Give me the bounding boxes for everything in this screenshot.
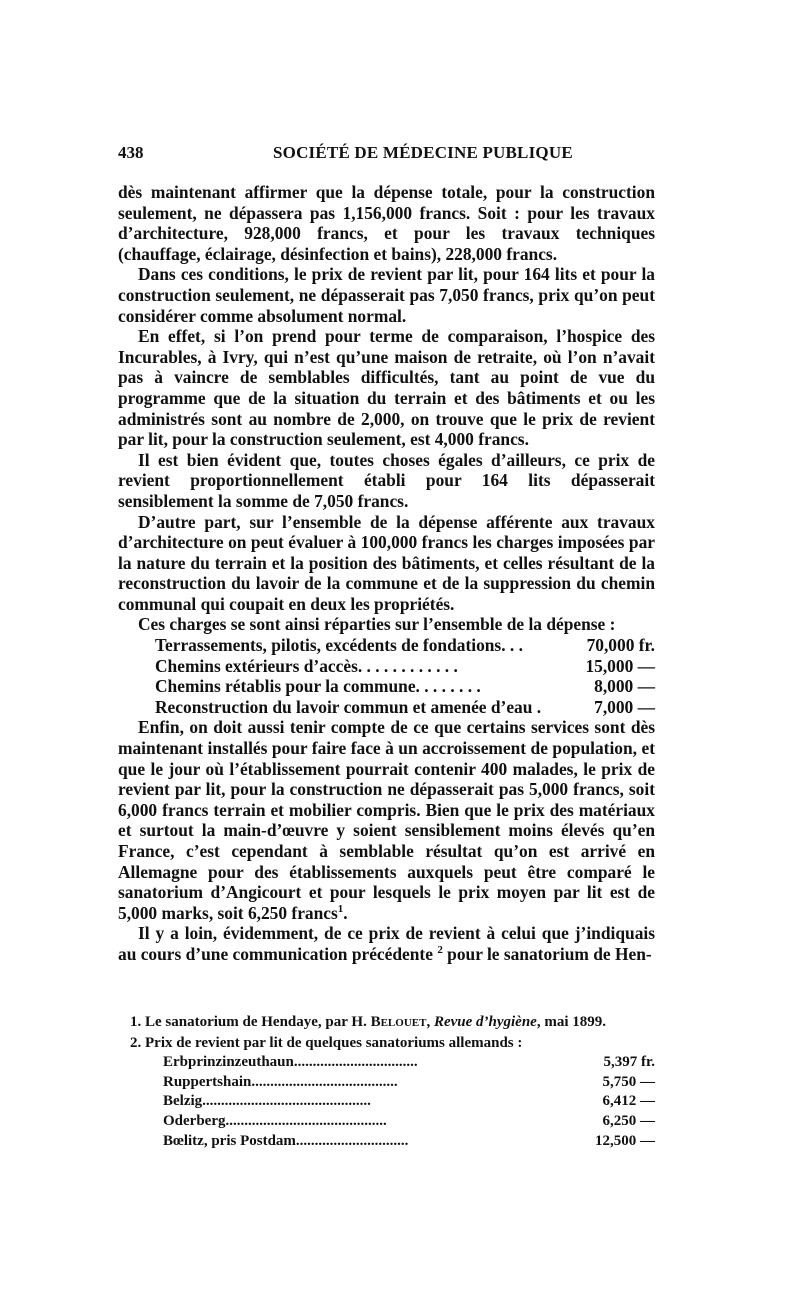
sanatorium-row [130,1132,655,1152]
charge-amount: 15,000 — [585,655,655,676]
body-text [118,182,655,965]
paragraph-8-text-a: Il y a loin, évidemment, de ce prix de revient à celui que j’indiquais au cours d’une communication précédente [118,923,655,964]
footnote-2-text: Prix de revient par lit de quelques sanatoriums allemands : [145,1034,523,1051]
sanatorium-name: Ruppertshain....................................... [163,1073,398,1090]
footnote-2 [130,1034,655,1054]
footnote-1-marker: 1. [130,1014,142,1030]
charge-row [118,656,655,677]
paragraph-8 [118,923,655,964]
charges-list [118,635,655,717]
sanatorium-row [130,1112,655,1132]
paragraph-7-text: Enfin, on doit aussi tenir compte de ce que certains services sont dès maintenant installés pour faire face à un accroissement de population, et que le jour où l’établissement pourrait contenir 400 malades, le prix de revient par lit, pour la construction ne dépasserait pas 5,000 francs, soit 6,000 francs terrain et mobilier compris. Bien que le prix des matériaux et surtout la main-d’œuvre y soient sensiblement moins élevés qu’en France, c’est cependant à semblable résultat qu’on est arrivé en Allemagne pour des établissements auxquels peut être comparé le sanatorium d’Angicourt et pour lesquels le prix moyen par lit est de 5,000 marks, soit 6,250 francs [118,717,655,923]
charge-label: Chemins rétablis pour la commune. . . . . . . . [155,676,481,697]
charge-row [118,676,655,697]
sanatorium-price: 5,750 — [602,1073,655,1090]
sanatorium-price-list [130,1053,655,1151]
charge-label: Chemins extérieurs d’accès. . . . . . . . . . . . [155,655,458,676]
sanatorium-name: Bœlitz, pris Postdam.............................. [163,1132,409,1149]
charge-amount: 8,000 — [594,676,655,697]
sanatorium-row [130,1073,655,1093]
footnote-1-author: Belouet [370,1014,427,1030]
sanatorium-price: 6,412 — [602,1093,655,1110]
charge-amount: 70,000 fr. [586,635,655,656]
sanatorium-row [130,1092,655,1112]
sanatorium-name: Oderberg........................................... [163,1112,387,1129]
charge-label: Terrassements, pilotis, excédents de fondations. . . [155,635,523,656]
charge-amount: 7,000 — [594,696,655,717]
paragraph-7 [118,717,655,923]
paragraph-7-end: . [343,902,348,923]
sanatorium-price: 6,250 — [602,1112,655,1129]
running-title: SOCIÉTÉ DE MÉDECINE PUBLIQUE [273,143,573,162]
footnote-1-journal: Revue d’hygiène [433,1014,537,1030]
footnote-1-sep: , [426,1014,431,1030]
charge-label: Reconstruction du lavoir commun et amenée d’eau . [155,696,542,717]
footnote-1-text: Le sanatorium de Hendaye, par H. [145,1014,367,1030]
footnote-ref-1[interactable]: 1 [337,902,344,915]
paragraph-1: dès maintenant affirmer que la dépense totale, pour la construction seulement, ne dépassera pas 1,156,000 francs. Soit : pour les travaux d’architecture, 928,000 francs, et pour les travaux techniques (chauffage, éclairage, désinfection et bains), 228,000 francs. [118,182,655,264]
paragraph-2: Dans ces conditions, le prix de revient par lit, pour 164 lits et pour la construction seulement, ne dépasserait pas 7,050 francs, prix qu’on peut considérer comme absolument normal. [118,264,655,326]
sanatorium-name: Erbprinzinzeuthaun................................. [163,1054,418,1071]
sanatorium-price: 12,500 — [595,1132,655,1149]
page-header [118,143,648,167]
footnote-1 [130,1013,655,1033]
paragraph-6: Ces charges se sont ainsi réparties sur l’ensemble de la dépense : [138,614,616,635]
footnotes [130,1013,655,1151]
charge-row [118,697,655,718]
sanatorium-row [130,1053,655,1073]
paragraph-8-text-b: pour le sanatorium de Hen- [442,943,652,964]
footnote-1-date: , mai 1899. [536,1014,606,1030]
paragraph-4: Il est bien évident que, toutes choses égales d’ailleurs, ce prix de revient proportionnellement établi pour 164 lits dépasserait sensiblement la somme de 7,050 francs. [118,449,655,511]
footnote-2-marker: 2. [130,1034,142,1051]
page-number: 438 [118,143,144,162]
paragraph-5: D’autre part, sur l’ensemble de la dépense afférente aux travaux d’architecture on peut évaluer à 100,000 francs les charges imposées par la nature du terrain et la position des bâtiments, et celles résultant de la reconstruction du lavoir de la commune et de la suppression du chemin communal qui coupait en deux les propriétés. [118,511,655,614]
sanatorium-price: 5,397 fr. [603,1054,655,1071]
sanatorium-name: Belzig............................................. [163,1093,371,1110]
paragraph-3: En effet, si l’on prend pour terme de comparaison, l’hospice des Incurables, à Ivry, qui n’est qu’une maison de retraite, où l’on n’avait pas à vaincre de semblables difficultés, tant au point de vue du programme que de la situation du terrain et des bâtiments et ou les administrés sont au nombre de 2,000, on trouve que le prix de revient par lit, pour la construction seulement, est 4,000 francs. [118,326,655,450]
charge-row [118,635,655,656]
footnote-ref-2[interactable]: 2 [437,944,443,957]
